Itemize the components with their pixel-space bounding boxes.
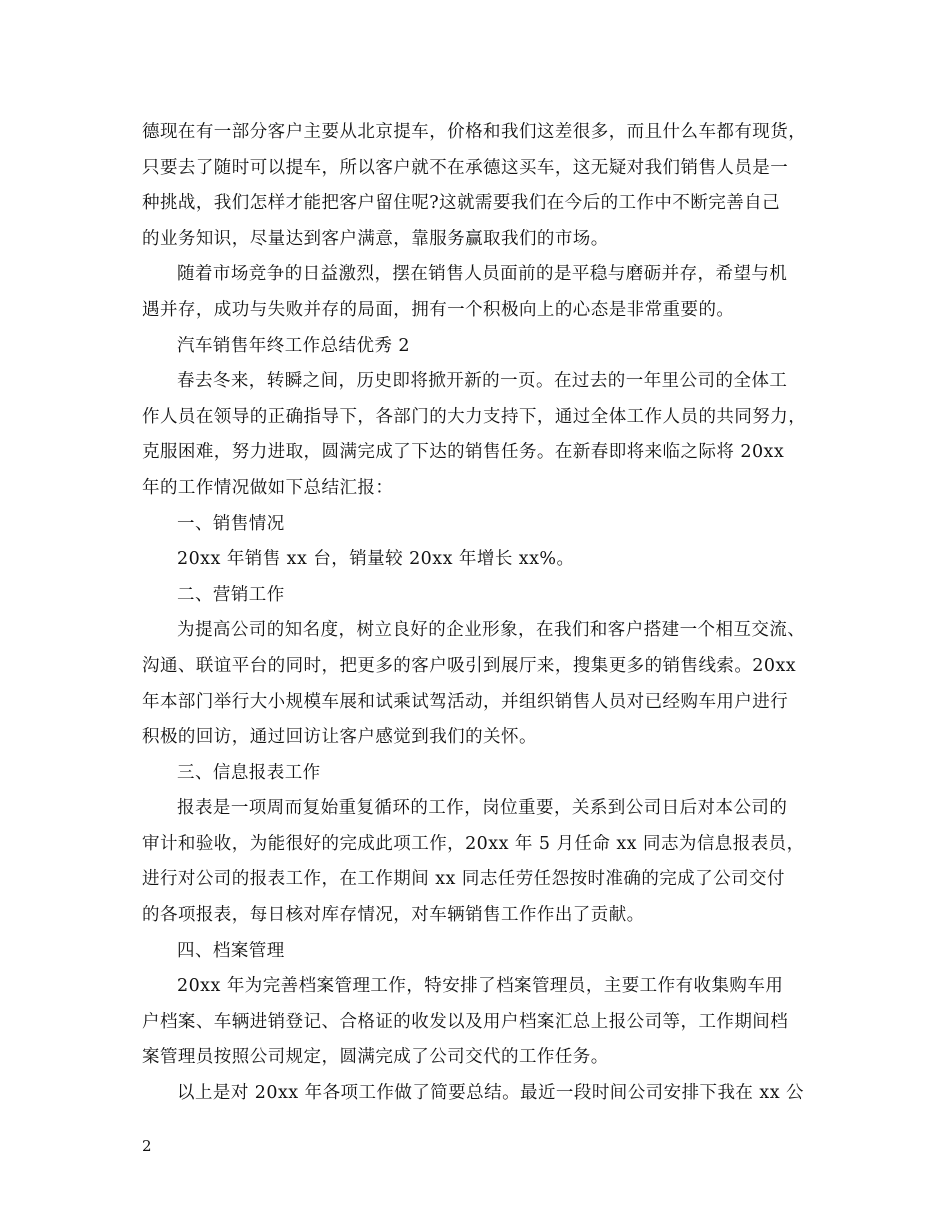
text-line: 二、营销工作 xyxy=(177,584,285,605)
text-line: 遇并存，成功与失败并存的局面，拥有一个积极向上的心态是非常重要的。 xyxy=(142,299,735,320)
text-line: 年的工作情况做如下总结汇报： xyxy=(142,477,394,498)
text-line: 春去冬来，转瞬之间，历史即将掀开新的一页。在过去的一年里公司的全体工 xyxy=(177,371,788,392)
text-line: 审计和验收，为能很好的完成此项工作，20xx 年 5 月任命 xx 同志为信息报表员， xyxy=(142,833,805,854)
text-line: 种挑战，我们怎样才能把客户留住呢?这就需要我们在今后的工作中不断完善自己 xyxy=(142,193,781,214)
text-line: 报表是一项周而复始重复循环的工作，岗位重要，关系到公司日后对本公司的 xyxy=(177,798,788,819)
text-line: 年本部门举行大小规模车展和试乘试驾活动，并组织销售人员对已经购车用户进行 xyxy=(142,691,789,712)
text-line: 沟通、联谊平台的同时，把更多的客户吸引到展厅来，搜集更多的销售线索。20xx xyxy=(142,655,797,676)
text-line: 汽车销售年终工作总结优秀 2 xyxy=(177,335,410,356)
text-line: 随着市场竞争的日益激烈，摆在销售人员面前的是平稳与磨砺并存，希望与机 xyxy=(177,264,788,285)
page-number: 2 xyxy=(142,1137,152,1155)
text-line: 户档案、车辆进销登记、合格证的收发以及用户档案汇总上报公司等，工作期间档 xyxy=(142,1011,789,1032)
text-line: 为提高公司的知名度，树立良好的企业形象，在我们和客户搭建一个相互交流、 xyxy=(177,620,806,641)
text-line: 的各项报表，每日核对库存情况，对车辆销售工作作出了贡献。 xyxy=(142,905,645,926)
text-line: 进行对公司的报表工作，在工作期间 xx 同志任劳任怨按时准确的完成了公司交付 xyxy=(142,869,785,890)
text-line: 案管理员按照公司规定，圆满完成了公司交代的工作任务。 xyxy=(142,1047,609,1068)
text-line: 克服困难，努力进取，圆满完成了下达的销售任务。在新春即将来临之际将 20xx xyxy=(142,442,785,463)
text-line: 的业务知识，尽量达到客户满意，靠服务赢取我们的市场。 xyxy=(142,228,609,249)
text-line: 作人员在领导的正确指导下，各部门的大力支持下，通过全体工作人员的共同努力， xyxy=(142,406,807,427)
text-line: 只要去了随时可以提车，所以客户就不在承德这买车，这无疑对我们销售人员是一 xyxy=(142,157,789,178)
text-line: 积极的回访，通过回访让客户感觉到我们的关怀。 xyxy=(142,727,537,748)
document-body xyxy=(142,115,822,1112)
text-line: 德现在有一部分客户主要从北京提车，价格和我们这差很多，而且什么车都有现货， xyxy=(142,122,807,142)
text-line: 四、档案管理 xyxy=(177,940,285,961)
text-line: 一、销售情况 xyxy=(177,513,285,534)
text-line: 以上是对 20xx 年各项工作做了简要总结。最近一段时间公司安排下我在 xx 公 xyxy=(177,1083,804,1104)
text-line: 20xx 年为完善档案管理工作，特安排了档案管理员，主要工作有收集购车用 xyxy=(177,976,784,997)
text-line: 三、信息报表工作 xyxy=(177,762,321,783)
text-line: 20xx 年销售 xx 台，销量较 20xx 年增长 xx%。 xyxy=(177,549,575,570)
